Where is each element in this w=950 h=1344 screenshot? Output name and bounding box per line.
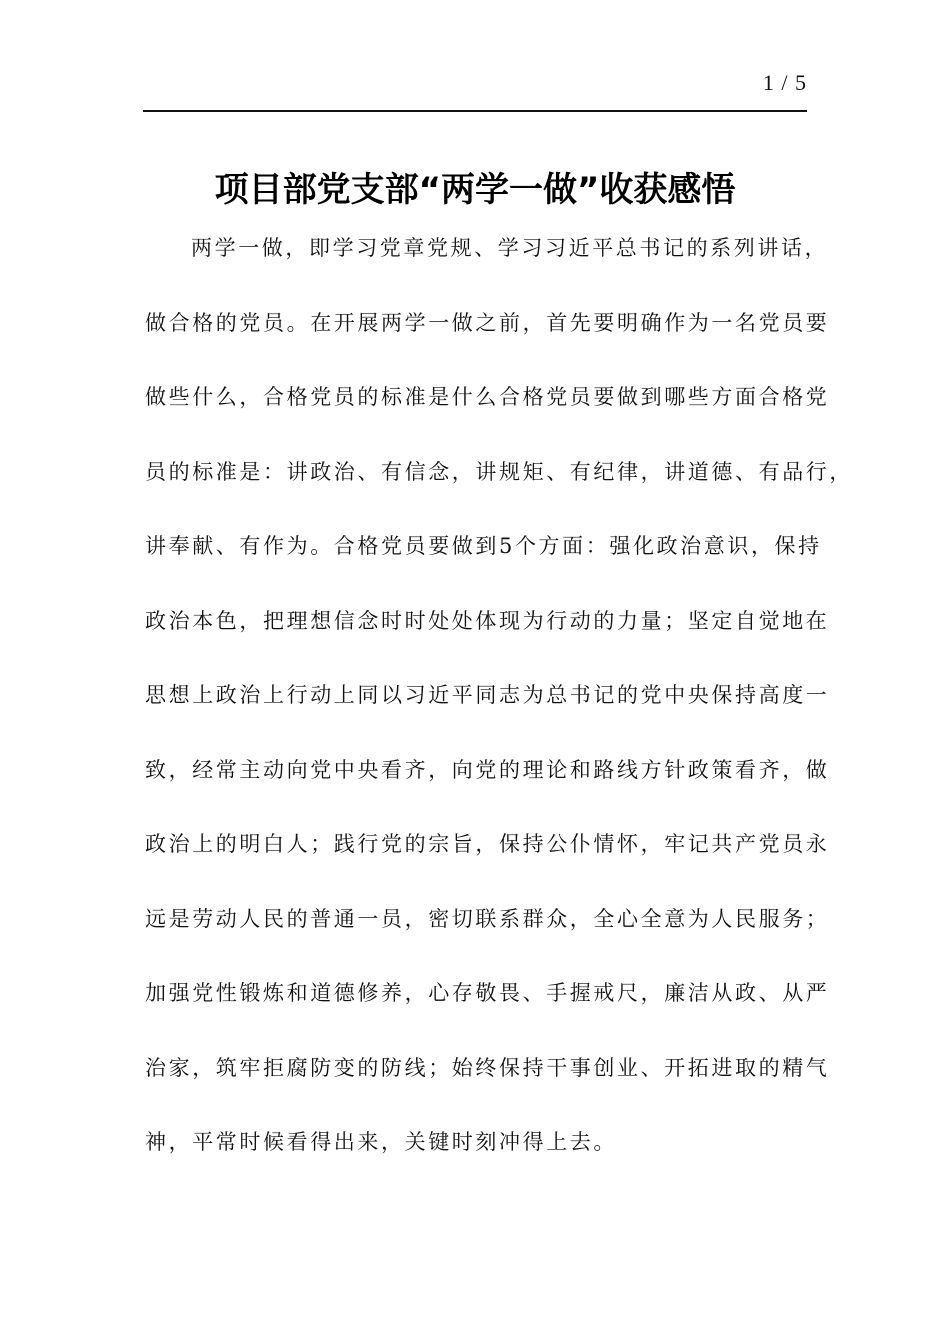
body-line: 两学一做，即学习党章党规、学习习近平总书记的系列讲话，	[191, 236, 829, 260]
body-line: 加强党性锻炼和道德修养，心存敬畏、手握戒尺，廉洁从政、从严	[145, 981, 830, 1005]
document-body	[145, 226, 853, 1195]
page-number: 1 / 5	[762, 70, 807, 95]
document-title: 项目部党支部“两学一做”收获感悟	[214, 170, 736, 210]
body-line: 致，经常主动向党中央看齐，向党的理论和路线方针政策看齐，做	[145, 757, 830, 782]
body-line: 治家，筑牢拒腐防变的防线；始终保持干事创业、开拓进取的精气	[145, 1055, 830, 1080]
body-line: 员的标准是：讲政治、有信念，讲规矩、有纪律，讲道德、有品行，	[145, 459, 853, 484]
body-line: 讲奉献、有作为。合格党员要做到5个方面：强化政治意识，保持	[145, 534, 822, 558]
header-divider	[143, 110, 807, 112]
body-line: 思想上政治上行动上同以习近平同志为总书记的党中央保持高度一	[145, 683, 830, 707]
body-line: 政治本色，把理想信念时时处处体现为行动的力量；坚定自觉地在	[145, 608, 830, 633]
body-line: 做些什么，合格党员的标准是什么合格党员要做到哪些方面合格党	[145, 385, 830, 409]
body-line: 神，平常时候看得出来，关键时刻冲得上去。	[145, 1130, 617, 1154]
body-line: 远是劳动人民的普通一员，密切联系群众，全心全意为人民服务；	[145, 906, 830, 931]
body-line: 政治上的明白人；践行党的宗旨，保持公仆情怀，牢记共产党员永	[145, 832, 830, 856]
body-line: 做合格的党员。在开展两学一做之前，首先要明确作为一名党员要	[145, 310, 830, 335]
